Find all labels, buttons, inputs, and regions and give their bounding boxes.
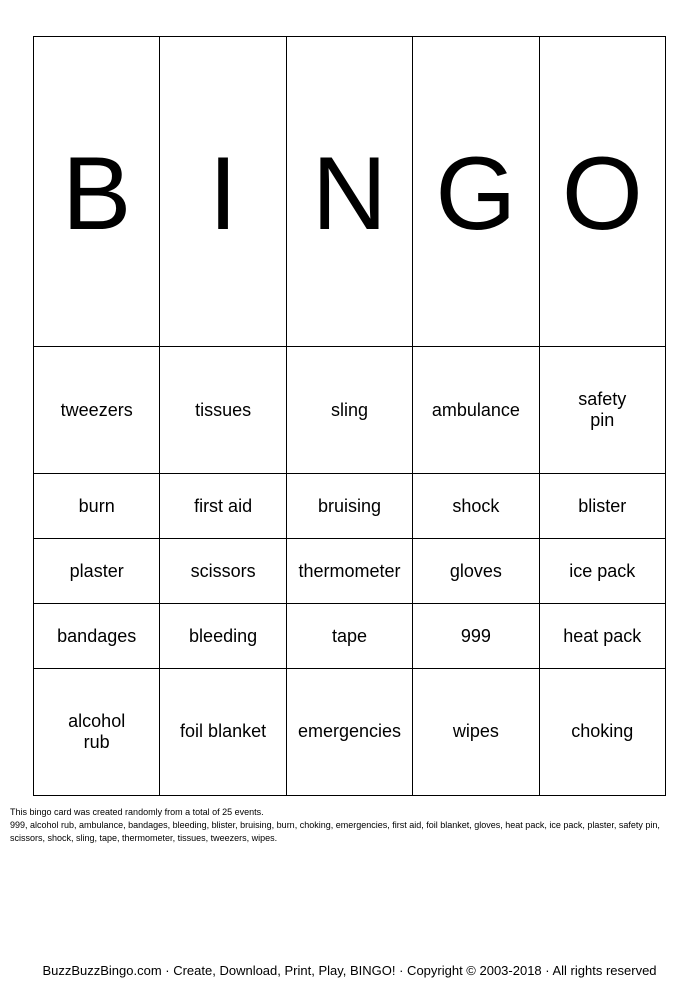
cell-text: bleeding — [189, 625, 258, 646]
cell-text: bandages — [57, 625, 137, 646]
bingo-cell — [539, 604, 665, 669]
bingo-cell — [160, 347, 286, 474]
bingo-row — [34, 539, 666, 604]
cell-text: gloves — [449, 560, 502, 581]
bingo-cell — [34, 539, 160, 604]
header-cell-n — [286, 37, 412, 347]
bingo-row — [34, 604, 666, 669]
bingo-row — [34, 474, 666, 539]
header-letter: O — [561, 135, 643, 252]
header-cell-b — [34, 37, 160, 347]
bingo-cell — [539, 474, 665, 539]
bingo-cell — [286, 347, 412, 474]
bingo-cell — [413, 604, 539, 669]
cell-text: sling — [330, 399, 368, 420]
note-summary: This bingo card was created randomly from a total of 25 events. — [10, 807, 264, 817]
cell-text: tape — [331, 625, 367, 646]
bingo-cell — [539, 539, 665, 604]
bingo-cell — [160, 539, 286, 604]
cell-text: blister — [578, 495, 627, 516]
bingo-cell — [34, 604, 160, 669]
header-cell-o — [539, 37, 665, 347]
header-letter: N — [311, 135, 388, 252]
bingo-cell — [160, 668, 286, 795]
bingo-cell — [286, 474, 412, 539]
cell-text: emergencies — [297, 721, 401, 742]
bingo-cell — [286, 668, 412, 795]
bingo-cell — [34, 474, 160, 539]
cell-text: heat pack — [563, 625, 642, 646]
bingo-cell — [34, 668, 160, 795]
bingo-cell — [413, 668, 539, 795]
cell-text: foil blanket — [180, 721, 267, 742]
bingo-cell — [160, 474, 286, 539]
bingo-row — [34, 347, 666, 474]
bingo-cell — [160, 604, 286, 669]
note-event-list: 999, alcohol rub, ambulance, bandages, bleeding, blister, bruising, burn, choking, emergencies, first aid, foil blanket, gloves, heat pack, ice pack, plaster, safety pin, scissors, shock, sling, tape, thermometer, tissues, tweezers, wipes. — [10, 820, 660, 843]
bingo-cell — [286, 604, 412, 669]
cell-text: plaster — [69, 560, 124, 581]
bingo-header-row — [34, 37, 666, 347]
header-cell-g — [413, 37, 539, 347]
bingo-cell — [34, 347, 160, 474]
page-footer: BuzzBuzzBingo.com · Create, Download, Print, Play, BINGO! · Copyright © 2003-2018 · All rights reserved — [42, 963, 657, 978]
header-letter: I — [208, 135, 238, 252]
header-cell-i — [160, 37, 286, 347]
cell-text: safety pin — [578, 389, 627, 431]
bingo-cell — [413, 347, 539, 474]
bingo-cell — [539, 668, 665, 795]
cell-text: wipes — [452, 721, 499, 742]
cell-text: choking — [571, 721, 634, 742]
bingo-cell — [286, 539, 412, 604]
bingo-cell — [413, 474, 539, 539]
cell-text: ambulance — [431, 399, 520, 420]
cell-text: tissues — [195, 399, 252, 420]
cell-text: scissors — [190, 560, 256, 581]
cell-text: thermometer — [298, 560, 401, 581]
card-note — [10, 806, 690, 845]
bingo-row — [34, 668, 666, 795]
cell-text: 999 — [460, 625, 491, 646]
bingo-cell — [539, 347, 665, 474]
bingo-cell — [413, 539, 539, 604]
cell-text: bruising — [317, 495, 381, 516]
cell-text: first aid — [194, 495, 253, 516]
cell-text: alcohol rub — [68, 710, 126, 752]
cell-text: burn — [78, 495, 115, 516]
cell-text: ice pack — [569, 560, 636, 581]
bingo-card — [33, 36, 666, 796]
header-letter: B — [62, 135, 132, 252]
header-letter: G — [435, 135, 517, 252]
cell-text: shock — [452, 495, 500, 516]
cell-text: tweezers — [60, 399, 133, 420]
